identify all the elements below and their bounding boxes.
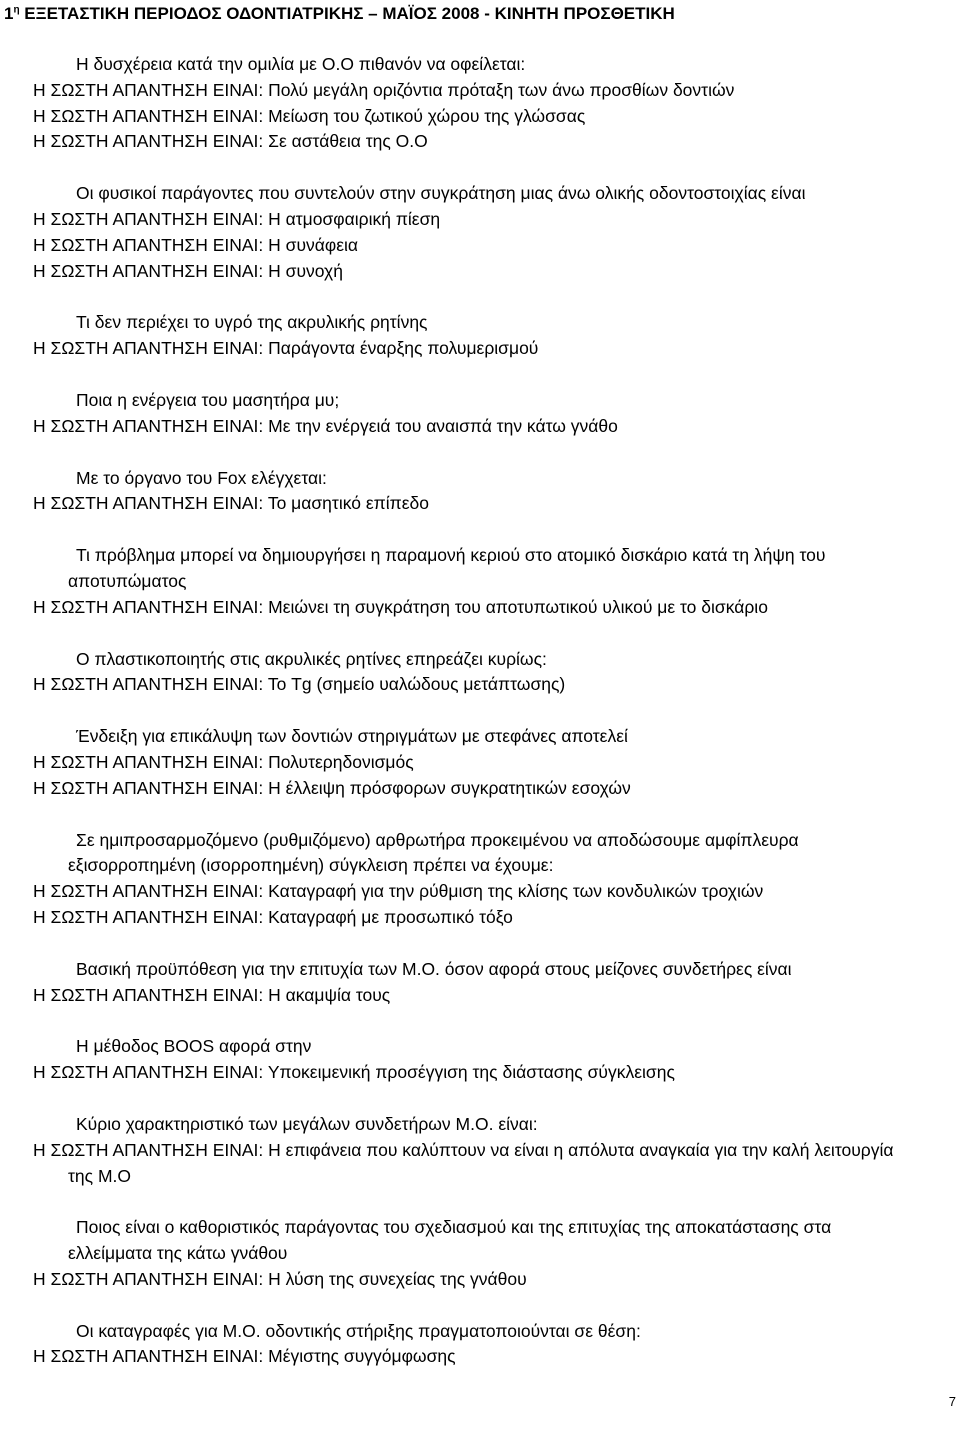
- answer-text: Η ΣΩΣΤΗ ΑΠΑΝΤΗΣΗ ΕΙΝΑΙ: Η επιφάνεια που καλύπτουν να είναι η απόλυτα αναγκαία για την καλή λειτουργία: [33, 1139, 894, 1160]
- question-block: [33, 466, 959, 518]
- question-text: Κύριο χαρακτηριστικό των μεγάλων συνδετήρων Μ.Ο. είναι:: [76, 1113, 538, 1134]
- question-block: [33, 1319, 959, 1371]
- question-block: [33, 1112, 959, 1189]
- answer-text: Η ΣΩΣΤΗ ΑΠΑΝΤΗΣΗ ΕΙΝΑΙ: Το μασητικό επίπεδο: [33, 493, 429, 514]
- page-title: [4, 4, 675, 24]
- question-text: Με το όργανο του Fox ελέγχεται:: [76, 467, 327, 488]
- question-block: [33, 957, 959, 1009]
- question-text: Ποια η ενέργεια του μασητήρα μυ;: [76, 389, 340, 410]
- title-text: ΕΞΕΤΑΣΤΙΚΗ ΠΕΡΙΟΔΟΣ ΟΔΟΝΤΙΑΤΡΙΚΗΣ – ΜΑΪΟΣ 2008 - ΚΙΝΗΤΗ ΠΡΟΣΘΕΤΙΚΗ: [19, 4, 675, 23]
- question-text-continued: αποτυπώματος: [68, 570, 187, 591]
- answer-text: Η ΣΩΣΤΗ ΑΠΑΝΤΗΣΗ ΕΙΝΑΙ: Η λύση της συνεχείας της γνάθου: [33, 1268, 527, 1289]
- question-block: [33, 181, 959, 284]
- question-block: [33, 543, 959, 620]
- question-text-continued: ελλείμματα της κάτω γνάθου: [68, 1243, 288, 1264]
- question-text: Ποιος είναι ο καθοριστικός παράγοντας του σχεδιασμού και της επιτυχίας της αποκατάστασης στα: [76, 1217, 832, 1238]
- question-text: Σε ημιπροσαρμοζόμενο (ρυθμιζόμενο) αρθρωτήρα προκειμένου να αποδώσουμε αμφίπλευρα: [76, 829, 799, 850]
- answer-text: Η ΣΩΣΤΗ ΑΠΑΝΤΗΣΗ ΕΙΝΑΙ: Καταγραφή για την ρύθμιση της κλίσης των κονδυλικών τροχιών: [33, 881, 764, 902]
- question-text: Βασική προϋπόθεση για την επιτυχία των Μ.Ο. όσον αφορά στους μείζονες συνδετήρες είναι: [76, 958, 792, 979]
- answer-text: Η ΣΩΣΤΗ ΑΠΑΝΤΗΣΗ ΕΙΝΑΙ: Σε αστάθεια της Ο.Ο: [33, 131, 428, 152]
- question-text: Τι πρόβλημα μπορεί να δημιουργήσει η παραμονή κεριού στο ατομικό δισκάριο κατά τη λήψη του: [76, 545, 826, 566]
- question-text: Η δυσχέρεια κατά την ομιλία με Ο.Ο πιθανόν να οφείλεται:: [76, 54, 526, 74]
- question-text: Οι φυσικοί παράγοντες που συντελούν στην συγκράτηση μιας άνω ολικής οδοντοστοιχίας είναι: [76, 183, 806, 204]
- answer-text: Η ΣΩΣΤΗ ΑΠΑΝΤΗΣΗ ΕΙΝΑΙ: Μειώνει τη συγκράτηση του αποτυπωτικού υλικού με το δισκάριο: [33, 596, 768, 617]
- question-list: [33, 52, 959, 1396]
- answer-text: Η ΣΩΣΤΗ ΑΠΑΝΤΗΣΗ ΕΙΝΑΙ: Με την ενέργειά του αναισπά την κάτω γνάθο: [33, 415, 618, 436]
- answer-text: Η ΣΩΣΤΗ ΑΠΑΝΤΗΣΗ ΕΙΝΑΙ: Παράγοντα έναρξης πολυμερισμού: [33, 338, 539, 359]
- page-number: 7: [948, 1394, 956, 1409]
- answer-text: Η ΣΩΣΤΗ ΑΠΑΝΤΗΣΗ ΕΙΝΑΙ: Η συνάφεια: [33, 234, 359, 255]
- answer-text: Η ΣΩΣΤΗ ΑΠΑΝΤΗΣΗ ΕΙΝΑΙ: Υποκειμενική προσέγγιση της διάστασης σύγκλεισης: [33, 1062, 675, 1083]
- question-text: Τι δεν περιέχει το υγρό της ακρυλικής ρητίνης: [76, 312, 428, 333]
- question-block: [33, 52, 959, 155]
- answer-text: Η ΣΩΣΤΗ ΑΠΑΝΤΗΣΗ ΕΙΝΑΙ: Πολύ μεγάλη οριζόντια πρόταξη των άνω προσθίων δοντιών: [33, 79, 735, 100]
- question-block: [33, 388, 959, 440]
- answer-text: Η ΣΩΣΤΗ ΑΠΑΝΤΗΣΗ ΕΙΝΑΙ: Η ακαμψία τους: [33, 984, 391, 1005]
- question-block: [33, 1034, 959, 1086]
- answer-text: Η ΣΩΣΤΗ ΑΠΑΝΤΗΣΗ ΕΙΝΑΙ: Η ατμοσφαιρική πίεση: [33, 208, 441, 229]
- question-text-continued: εξισορροπημένη (ισορροπημένη) σύγκλειση πρέπει να έχουμε:: [68, 855, 554, 876]
- answer-text: Η ΣΩΣΤΗ ΑΠΑΝΤΗΣΗ ΕΙΝΑΙ: Η συνοχή: [33, 260, 343, 281]
- answer-text: Η ΣΩΣΤΗ ΑΠΑΝΤΗΣΗ ΕΙΝΑΙ: Η έλλειψη πρόσφορων συγκρατητικών εσοχών: [33, 777, 631, 798]
- question-block: [33, 724, 959, 801]
- answer-text: Η ΣΩΣΤΗ ΑΠΑΝΤΗΣΗ ΕΙΝΑΙ: Το Tg (σημείο υαλώδους μετάπτωσης): [33, 674, 566, 695]
- question-text: Ο πλαστικοποιητής στις ακρυλικές ρητίνες επηρεάζει κυρίως:: [76, 648, 547, 669]
- answer-text-continued: της Μ.Ο: [68, 1165, 131, 1186]
- title-superscript: η: [13, 4, 20, 16]
- question-block: [33, 647, 959, 699]
- question-block: [33, 1215, 959, 1292]
- answer-text: Η ΣΩΣΤΗ ΑΠΑΝΤΗΣΗ ΕΙΝΑΙ: Μείωση του ζωτικού χώρου της γλώσσας: [33, 105, 586, 126]
- title-prefix: 1: [4, 4, 14, 23]
- answer-text: Η ΣΩΣΤΗ ΑΠΑΝΤΗΣΗ ΕΙΝΑΙ: Μέγιστης συγγόμφωσης: [33, 1346, 456, 1367]
- question-text: Οι καταγραφές για Μ.Ο. οδοντικής στήριξης πραγματοποιούνται σε θέση:: [76, 1320, 641, 1341]
- question-block: [33, 310, 959, 362]
- answer-text: Η ΣΩΣΤΗ ΑΠΑΝΤΗΣΗ ΕΙΝΑΙ: Πολυτερηδονισμός: [33, 751, 414, 772]
- question-text: Ένδειξη για επικάλυψη των δοντιών στηριγμάτων με στεφάνες αποτελεί: [76, 726, 628, 747]
- question-block: [33, 828, 959, 931]
- answer-text: Η ΣΩΣΤΗ ΑΠΑΝΤΗΣΗ ΕΙΝΑΙ: Καταγραφή με προσωπικό τόξο: [33, 906, 513, 927]
- question-text: Η μέθοδος BOOS αφορά στην: [76, 1036, 312, 1057]
